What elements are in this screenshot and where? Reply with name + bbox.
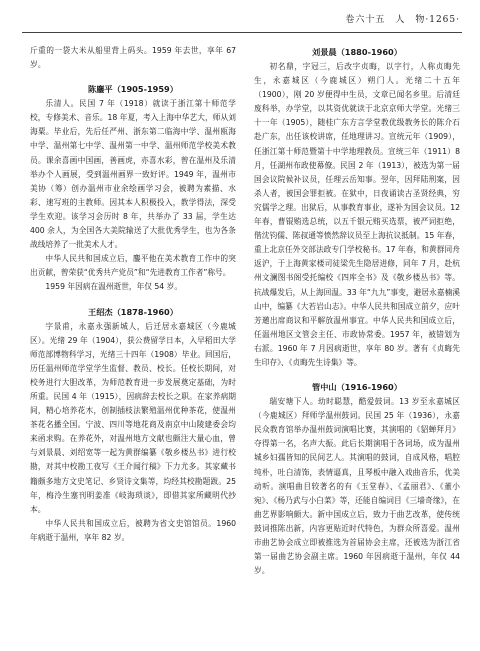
entry-paragraph: 初名鼎，字冠三，后改字贞晦，以字行，人称贞晦先生，永嘉城区（今鹿城区）朔门人。光绪二十五年（1900），刚 20 岁便得中生员，文章已闻名乡里。后清廷废科举，办学堂，以其资优就读于北京京师大学堂。光绪三十一年（1905），随桂广东方言学堂教优级教务长的陈介石赴广东，出任该校讲席，任地理讲习。宣统元年（1909），任浙江第十师范暨第十中学地理教员。宣统三年（1911）8 月，任湖州布政使幕僚。民国 2 年（1913），被选为第一届国会议院候补议员，任理云岳知事。翌年，因拜陆刑案，因杀人者，被国会罪拒被。在狱中，日夜诵读古圣贤经典，穷究儒学之理。出狱后，从事教育事业，遂补为国会议员。12 年春，曹锟贿选总统，以五千银元贿买选票，被严词拒绝，偕沈钧儒、陈叔通等愤然辞议员至上海抗议抵制。15 年春，重上北京任外交部法政专门学校秘书。17 年春，和黄群同舟返沪，于上海黄家楼司徒梁先生隐居进修，同年 7 月，赴杭州文澜图书阁受托编校《四库全书》及《敬乡楼丛书》等。抗战爆发后，从上海回温。33 年“九九”事变，避居永嘉楠溪山中，编纂《大若岩山志》。中华人民共和国成立前夕，应叶芳邀出席商议和平解放温州事宜。中华人民共和国成立后，任温州地区文管会主任、市政协常委。1957 年，被错划为右派。1960 年 7 月因病逝世，享年 80 岁。著有《贞晦先生印存》、《贞晦先生诗集》等。 (254, 62, 460, 367)
entry-paragraph: 乐清人。民国 7 年（1918）就读于浙江第十师范学校，专修美术、音乐。18 年夏，考入上海中华艺大，师从刘海粟。毕业后，先后任严州、浙东第二临海中学、温州瓯海中学、温州第七中学、温州第一中学、温州师范学校美术教员。课余喜画中国画，善画虎，亦喜水彩，曾在温州及乐清举办个人画展，受到温州画界一致好评。1949 年，温州市美协（筹）创办温州市业余绘画学习会，被聘为素描、水彩、速写班的主教师。因其本人积极投入，教学得法，深受学生欢迎。该学习会历时 8 年，共举办了 33 届，学生达 400 余人，为全国各大美院输送了大批优秀学生，也为各条战线培养了一批美术人才。 (30, 99, 236, 250)
entry-paragraph: 字景甫，永嘉永强新城人，后迁居永嘉城区（今鹿城区）。光绪 29 年（1904），获公费留学日本，入早稻田大学师范部博物科学习，光绪三十四年（1908）毕业。回国后，历任温州师范学堂学生监督、教员、校长。任校长期间，对校务进行大胆改革，为师范教育进一步发展奠定基础，为时所重。民国 4 年（1915），因病辞去校长之职。在家养病期间，精心培养花木，创制插枝法繁殖温州优种茶花，使温州茶花名播全国。宁波、四川等地花商及南京中山陵建委会均来函求购。在养花外，对温州地方文献也颇注大量心血，曾与刘景晨、刘绍宽等一起为黄群编纂《敬乡楼丛书》进行校勘，对其中校勘工夜写《王介闻行稿》下力尤多。其家藏书籍颇多地方文史笔记、乡贤诗文集等，均经其校勘题跋。25 年，梅泠生塞刊明姜准《岐海琐谈》，即借其家所藏明代抄本。 (30, 321, 236, 514)
left-column (30, 44, 236, 545)
entry-paragraph: 中华人民共和国成立后，被聘为省文史馆馆员。1960 年病逝于温州，享年 82 岁。 (30, 518, 236, 542)
entry-name: 陈鏖平（1905-1959） (88, 84, 178, 95)
biography-entry-chen (30, 81, 236, 294)
right-column (254, 44, 460, 578)
running-header: 卷六十五 人 物·1265· (345, 15, 460, 25)
entry-name: 管中山（1916-1960） (312, 382, 402, 393)
biography-entry-guan (254, 379, 460, 578)
biography-entry-wang (30, 304, 236, 546)
entry-paragraph: 1959 年因病在温州逝世，年仅 54 岁。 (45, 282, 183, 292)
entry-paragraph: 瑞安塘下人。幼时聪慧，酷爱鼓词。13 岁至永嘉城区（今鹿城区）拜师学温州鼓词。民国 25 年（1936），永嘉民众教育馆举办温州鼓词演唱比赛，其演唱的《貂蝉拜月》夺得第一名，名声大振。此后长期演唱于各词场，成为温州城乡妇孺皆知的民间艺人。其演唱的鼓词，自成风格，唱腔纯朴，吐白清饰，表情逼真，且琴板中融入戏曲音乐，优美动听。演唱曲目较著名的有《玉堂春》、《孟丽君》、《董小宛》、《杨乃武与小白菜》等，还能自编词目《三墙奇缘》，在曲艺界影响颇大。新中国成立后，致力于曲艺改革，使传统鼓词推陈出新，内容更贴近时代特色，为群众所喜爱。温州市曲艺协会成立即被推选为首届协会主席，还被选为浙江省第一届曲艺协会副主席。1960 年因病逝于温州，年仅 44 岁。 (254, 397, 460, 576)
entry-paragraph: 中华人民共和国成立后，鏖平他在美术教育工作中的突出贡献，曾荣获“优秀共产党员”和“先进教育工作者”称号。 (30, 254, 236, 278)
entry-name: 刘景晨（1880-1960） (312, 47, 402, 57)
continuation-paragraph: 斤重的一袋大米从船里背上码头。1959 年去世，享年 67 岁。 (30, 46, 236, 70)
header-rule (22, 32, 462, 33)
entry-name: 王绍杰（1878-1960） (88, 306, 178, 317)
biography-entry-liu (254, 44, 460, 370)
